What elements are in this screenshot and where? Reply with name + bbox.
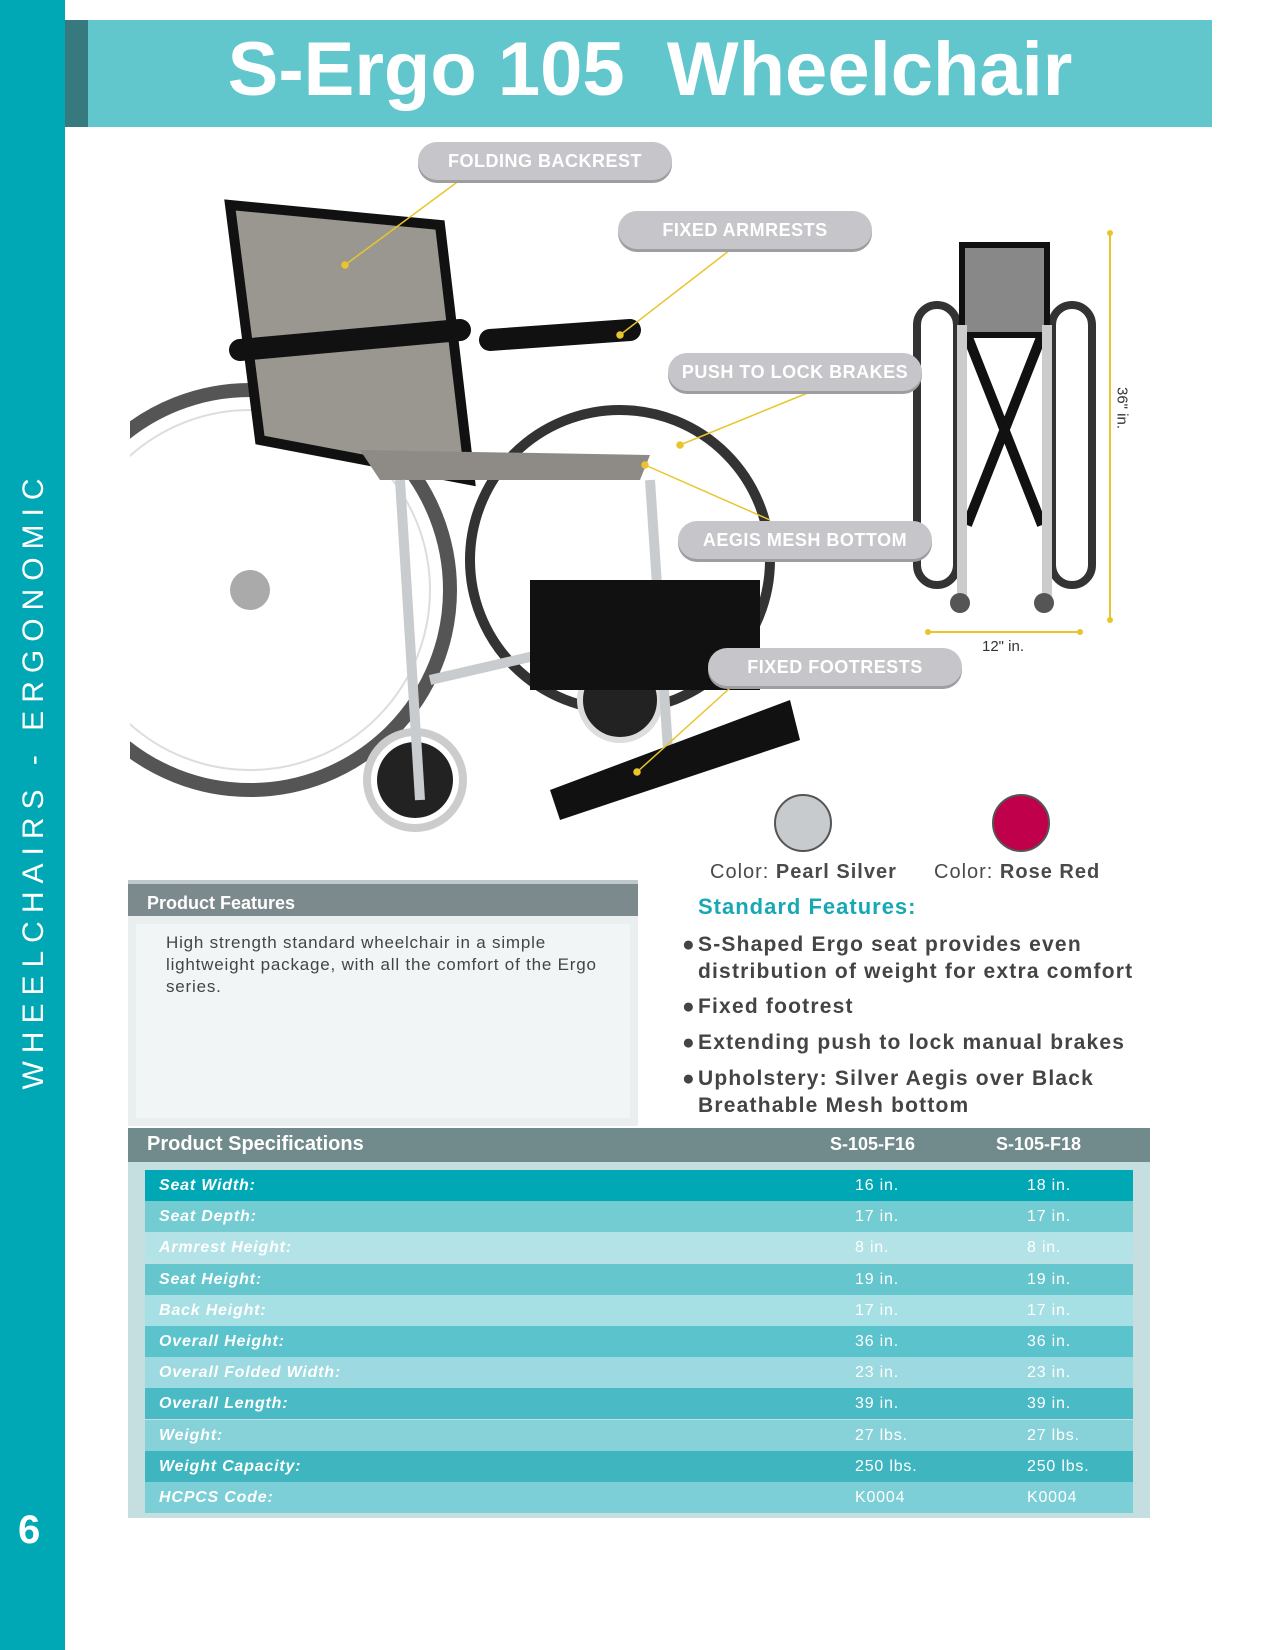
feature-text: Upholstery: Silver Aegis over Black Breathable Mesh bottom bbox=[698, 1067, 1095, 1117]
specifications-title: Product Specifications bbox=[147, 1133, 364, 1155]
color-swatch-rose-red[interactable] bbox=[992, 794, 1050, 852]
spec-label: Weight: bbox=[159, 1426, 223, 1444]
product-features-heading: Product Features bbox=[128, 880, 638, 916]
spec-row bbox=[145, 1295, 1133, 1326]
product-features-text: High strength standard wheelchair in a simple lightweight package, with all the comfort of the Ergo series. bbox=[136, 924, 630, 1118]
spec-label: Seat Width: bbox=[159, 1177, 256, 1194]
specifications-header bbox=[128, 1128, 1150, 1162]
callout-push-to-lock-brakes: PUSH TO LOCK BRAKES bbox=[668, 353, 922, 391]
spec-row bbox=[145, 1482, 1133, 1513]
model-f18: S-105-F18 bbox=[996, 1134, 1082, 1154]
spec-value-f18: 17 in. bbox=[1027, 1301, 1071, 1319]
callout-fixed-footrests: FIXED FOOTRESTS bbox=[708, 648, 962, 686]
bullet-icon: ● bbox=[682, 995, 696, 1018]
spec-value-f18: K0004 bbox=[1027, 1489, 1078, 1506]
model-f16: S-105-F16 bbox=[830, 1134, 916, 1154]
spec-label: Seat Height: bbox=[159, 1270, 262, 1288]
spec-value-f18: 27 lbs. bbox=[1027, 1426, 1080, 1444]
spec-label: HCPCS Code: bbox=[159, 1489, 274, 1506]
spec-value-f16: 17 in. bbox=[855, 1208, 899, 1226]
color-prefix: Color: bbox=[710, 861, 770, 883]
spec-row bbox=[145, 1451, 1133, 1482]
spec-value-f16: K0004 bbox=[855, 1489, 906, 1506]
bullet-icon: ● bbox=[682, 933, 696, 956]
spec-row bbox=[145, 1388, 1133, 1419]
feature-text: S-Shaped Ergo seat provides even distribution of weight for extra comfort bbox=[698, 933, 1134, 983]
spec-label: Seat Depth: bbox=[159, 1208, 257, 1226]
height-dimension: 36" in. bbox=[1113, 386, 1131, 430]
spec-row bbox=[145, 1264, 1133, 1295]
product-features-box bbox=[128, 916, 638, 1126]
spec-value-f18: 36 in. bbox=[1027, 1333, 1071, 1350]
color-swatch-pearl-silver[interactable] bbox=[774, 794, 832, 852]
spec-value-f16: 39 in. bbox=[855, 1395, 899, 1413]
spec-value-f18: 8 in. bbox=[1027, 1239, 1062, 1257]
feature-item bbox=[682, 993, 1198, 1020]
spec-value-f18: 23 in. bbox=[1027, 1364, 1071, 1382]
standard-features-heading: Standard Features: bbox=[698, 894, 917, 919]
bullet-icon: ● bbox=[682, 1031, 696, 1054]
spec-row bbox=[145, 1326, 1133, 1357]
page-title: S-Ergo 105 Wheelchair bbox=[227, 27, 1073, 112]
spec-row bbox=[145, 1420, 1133, 1451]
spec-value-f18: 250 lbs. bbox=[1027, 1457, 1090, 1475]
width-dimension: 12" in. bbox=[982, 638, 1025, 655]
spec-value-f16: 17 in. bbox=[855, 1301, 899, 1319]
color-name: Pearl Silver bbox=[775, 861, 897, 883]
spec-value-f16: 8 in. bbox=[855, 1239, 890, 1257]
spec-value-f18: 17 in. bbox=[1027, 1208, 1071, 1226]
feature-text: Fixed footrest bbox=[698, 995, 854, 1018]
feature-text: Extending push to lock manual brakes bbox=[698, 1031, 1126, 1054]
spec-label: Overall Folded Width: bbox=[159, 1364, 341, 1382]
spec-label: Armrest Height: bbox=[159, 1239, 292, 1257]
spec-value-f18: 18 in. bbox=[1027, 1177, 1071, 1194]
spec-label: Overall Height: bbox=[159, 1333, 285, 1350]
spec-value-f16: 16 in. bbox=[855, 1177, 899, 1194]
feature-item bbox=[682, 1029, 1198, 1056]
feature-item bbox=[682, 931, 1198, 985]
spec-value-f16: 250 lbs. bbox=[855, 1457, 918, 1475]
spec-label: Back Height: bbox=[159, 1301, 267, 1319]
spec-value-f16: 19 in. bbox=[855, 1270, 899, 1288]
spec-value-f18: 39 in. bbox=[1027, 1395, 1071, 1413]
spec-row bbox=[145, 1357, 1133, 1388]
feature-item bbox=[682, 1065, 1138, 1119]
color-prefix: Color: bbox=[934, 861, 994, 883]
callout-aegis-mesh-bottom: AEGIS MESH BOTTOM bbox=[678, 521, 932, 559]
page-number: 6 bbox=[18, 1508, 41, 1552]
section-label: WHEELCHAIRS - ERGONOMIC bbox=[17, 470, 50, 1090]
spec-value-f16: 23 in. bbox=[855, 1364, 899, 1382]
spec-row bbox=[145, 1170, 1133, 1201]
spec-value-f18: 19 in. bbox=[1027, 1270, 1071, 1288]
callout-folding-backrest: FOLDING BACKREST bbox=[418, 142, 672, 180]
color-label-rose-red bbox=[934, 861, 1100, 884]
callout-fixed-armrests: FIXED ARMRESTS bbox=[618, 211, 872, 249]
spec-label: Weight Capacity: bbox=[159, 1457, 302, 1475]
color-label-pearl-silver bbox=[710, 861, 897, 884]
bullet-icon: ● bbox=[682, 1067, 696, 1090]
callout-lines bbox=[0, 0, 1275, 800]
spec-label: Overall Length: bbox=[159, 1395, 289, 1413]
color-name: Rose Red bbox=[999, 861, 1101, 883]
spec-row bbox=[145, 1232, 1133, 1263]
spec-row bbox=[145, 1201, 1133, 1232]
spec-value-f16: 36 in. bbox=[855, 1333, 899, 1350]
spec-value-f16: 27 lbs. bbox=[855, 1426, 908, 1444]
